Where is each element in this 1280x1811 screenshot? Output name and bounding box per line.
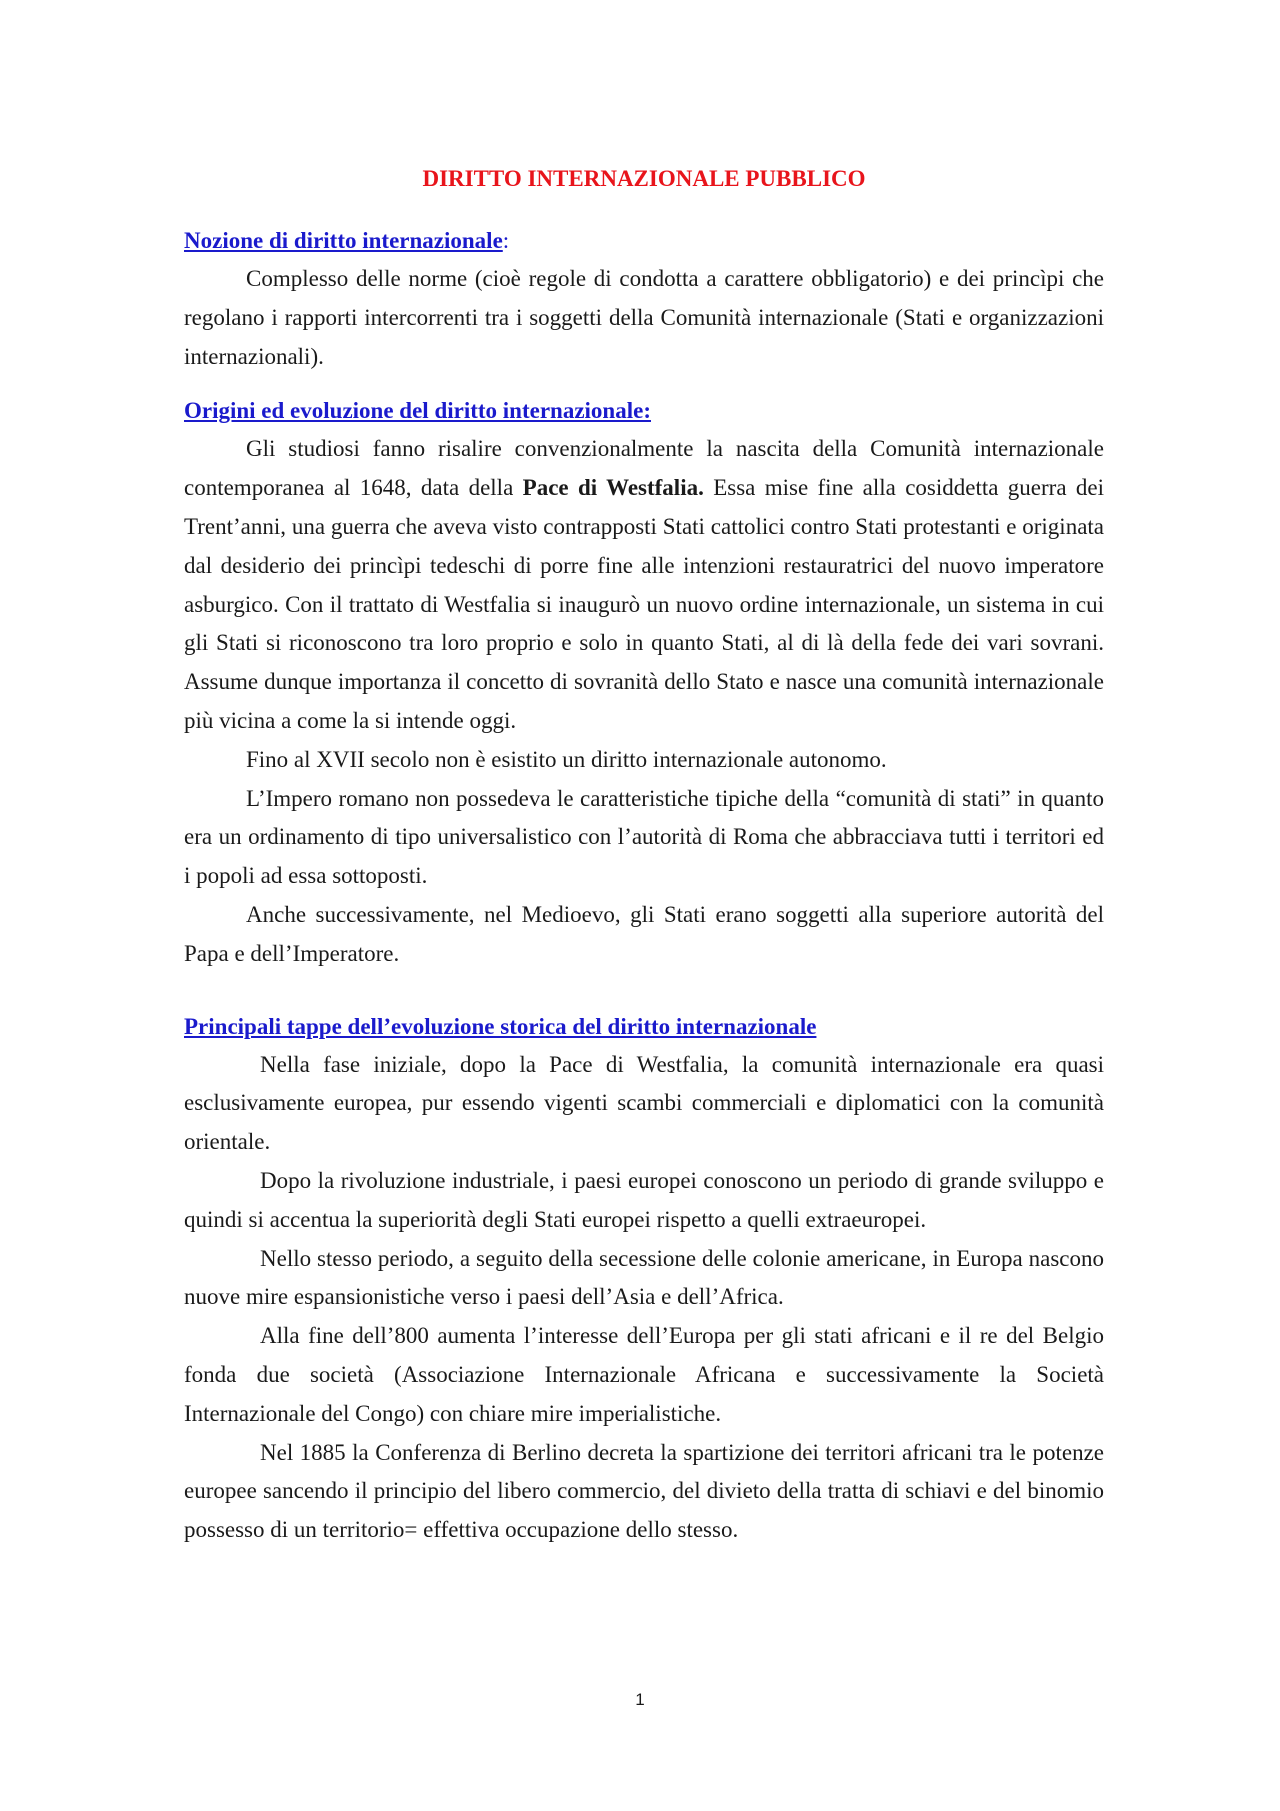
section-heading: [184, 1012, 1104, 1042]
paragraph: Nella fase iniziale, dopo la Pace di Westfalia, la comunità internazionale era quasi esclusivamente europea, pur essendo vigenti scambi commerciali e diplomatici con la comunità orientale.: [184, 1051, 1104, 1155]
paragraph: [184, 430, 1104, 740]
heading-link-origini[interactable]: Origini ed evoluzione del diritto internazionale:: [184, 398, 651, 424]
document-title: DIRITTO INTERNAZIONALE PUBBLICO: [422, 166, 866, 191]
section-origini: [184, 396, 1104, 973]
paragraph: Complesso delle norme (cioè regole di condotta a carattere obbligatorio) e dei princìpi che regolano i rapporti intercorrenti tra i soggetti della Comunità internazionale (Stati e organizzazioni internazionali).: [184, 266, 1104, 369]
paragraph: Nel 1885 la Conferenza di Berlino decreta la spartizione dei territori africani tra le potenze europee sancendo il principio del libero commercio, del divieto della tratta di schiavi e del binomio possesso di un territorio= effettiva occupazione dello stesso.: [184, 1439, 1104, 1543]
section-heading: [184, 396, 1104, 426]
paragraph: Fino al XVII secolo non è esistito un diritto internazionale autonomo.: [246, 746, 887, 772]
section-nozione: [184, 226, 1104, 376]
section-heading: [184, 226, 1104, 256]
page-number: 1: [635, 1690, 645, 1709]
heading-colon: :: [502, 228, 510, 253]
paragraph: Nello stesso periodo, a seguito della secessione delle colonie americane, in Europa nascono nuove mire espansionistiche verso i paesi dell’Asia e dell’Africa.: [184, 1245, 1104, 1310]
section-principali-tappe: [184, 1012, 1104, 1550]
heading-link-principali-tappe[interactable]: Principali tappe dell’evoluzione storica del diritto internazionale: [184, 1013, 817, 1039]
paragraph: Anche successivamente, nel Medioevo, gli Stati erano soggetti alla superiore autorità del Papa e dell’Imperatore.: [184, 901, 1104, 966]
paragraph: L’Impero romano non possedeva le caratteristiche tipiche della “comunità di stati” in quanto era un ordinamento di tipo universalistico con l’autorità di Roma che abbracciava tutti i territori ed i popoli ad essa sottoposti.: [184, 785, 1104, 889]
heading-link-nozione[interactable]: Nozione di diritto internazionale: [184, 228, 503, 253]
paragraph: Dopo la rivoluzione industriale, i paesi europei conoscono un periodo di grande sviluppo e quindi si accentua la superiorità degli Stati europei rispetto a quelli extraeuropei.: [184, 1167, 1104, 1232]
document-page: [184, 165, 1104, 1570]
paragraph-text: Gli studiosi fanno risalire convenzionalmente la nascita della Comunità internazionale contemporanea al 1648, data della: [184, 436, 1104, 501]
paragraph: Alla fine dell’800 aumenta l’interesse dell’Europa per gli stati africani e il re del Belgio fonda due società (Associazione Internazionale Africana e successivamente la Società Internazionale del Congo) con chiare mire imperialistiche.: [184, 1323, 1104, 1426]
paragraph-text: Essa mise fine alla cosiddetta guerra dei Trent’anni, una guerra che aveva visto contrapposti Stati cattolici contro Stati protestanti e originata dal desiderio dei princìpi tedeschi di porre fine alle intenzioni restauratrici del nuovo imperatore asburgico. Con il trattato di Westfalia si inaugurò un nuovo ordine internazionale, un sistema in cui gli Stati si riconoscono tra loro proprio e solo in quanto Stati, al di là della fede dei vari sovrani. Assume dunque importanza il concetto di sovranità dello Stato e nasce una comunità internazionale più vicina a come la si intende oggi.: [184, 475, 1104, 733]
paragraph-bold-text: Pace di Westfalia.: [522, 475, 704, 501]
